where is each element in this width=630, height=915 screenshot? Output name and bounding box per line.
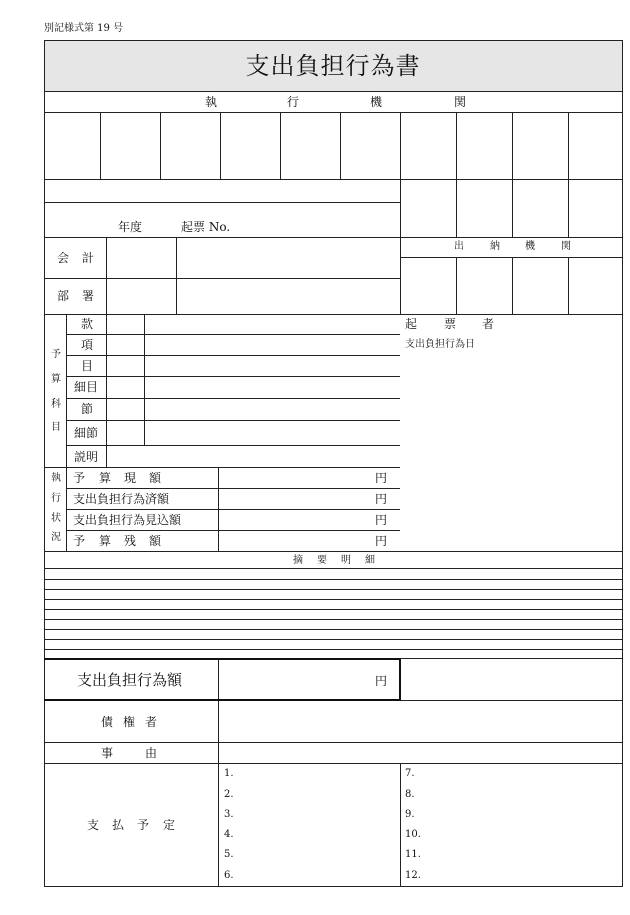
schedule-slot-number: 1. bbox=[224, 768, 234, 779]
execution-row-label-char: 予 bbox=[73, 534, 86, 548]
creditor-label-char: 債 bbox=[101, 715, 114, 729]
commitment-amount-label: 支出負担行為額 bbox=[77, 671, 183, 689]
schedule-slot-number: 11. bbox=[405, 849, 421, 860]
department-label-char: 署 bbox=[82, 289, 95, 303]
budget-item-label: 細目 bbox=[74, 380, 99, 394]
schedule-slot-number: 2. bbox=[224, 789, 234, 800]
summary-header-char: 摘 bbox=[293, 555, 303, 566]
cashier-header-char: 出 bbox=[454, 241, 464, 252]
execution-row-label-char: 算 bbox=[99, 471, 112, 485]
accounting-label-char: 計 bbox=[82, 251, 95, 265]
drafter-label-char: 起 bbox=[405, 317, 418, 331]
budget-group-char: 予 bbox=[51, 349, 61, 360]
execution-row-label-char: 残 bbox=[124, 534, 137, 548]
budget-item-label: 項 bbox=[81, 338, 94, 352]
execution-group-char: 状 bbox=[51, 513, 61, 524]
creditor-label-char: 者 bbox=[145, 715, 158, 729]
schedule-slot-number: 4. bbox=[224, 829, 234, 840]
agency-header-char: 執 bbox=[205, 95, 218, 109]
yen-unit: 円 bbox=[375, 492, 388, 506]
summary-header-char: 要 bbox=[317, 555, 327, 566]
budget-item-label: 目 bbox=[81, 359, 94, 373]
schedule-slot-number: 3. bbox=[224, 809, 234, 820]
execution-row-label-char: 額 bbox=[149, 471, 162, 485]
schedule-label-char: 支 bbox=[87, 818, 100, 832]
agency-header-char: 行 bbox=[287, 95, 300, 109]
reason-label-char: 事 bbox=[101, 746, 114, 760]
yen-unit: 円 bbox=[375, 534, 388, 548]
form-number: 別記様式第 19 号 bbox=[44, 23, 124, 34]
schedule-slot-number: 5. bbox=[224, 849, 234, 860]
commitment-date-label: 支出負担行為日 bbox=[405, 339, 475, 350]
execution-row-label-char: 現 bbox=[124, 471, 137, 485]
budget-item-label: 款 bbox=[81, 317, 94, 331]
execution-row-label: 支出負担行為見込額 bbox=[73, 513, 182, 527]
budget-group-char: 科 bbox=[51, 399, 61, 410]
budget-item-label: 節 bbox=[81, 402, 94, 416]
schedule-slot-number: 6. bbox=[224, 870, 234, 881]
yen-unit: 円 bbox=[375, 674, 388, 688]
execution-row-label-char: 算 bbox=[99, 534, 112, 548]
fiscal-year-label: 年度 bbox=[118, 220, 143, 234]
agency-header-char: 関 bbox=[454, 95, 467, 109]
cashier-header-char: 機 bbox=[525, 241, 535, 252]
department-label-char: 部 bbox=[57, 289, 70, 303]
budget-item-label: 説明 bbox=[74, 450, 99, 464]
execution-row-label-char: 額 bbox=[149, 534, 162, 548]
execution-row-label: 支出負担行為済額 bbox=[73, 492, 170, 506]
cashier-header-char: 納 bbox=[490, 241, 500, 252]
budget-group-char: 目 bbox=[51, 422, 61, 433]
slip-number-label: 起票 No. bbox=[181, 220, 231, 234]
schedule-slot-number: 7. bbox=[405, 768, 415, 779]
agency-header-char: 機 bbox=[370, 95, 383, 109]
execution-group-char: 行 bbox=[51, 493, 61, 504]
accounting-label-char: 会 bbox=[57, 251, 70, 265]
schedule-label-char: 払 bbox=[112, 818, 125, 832]
drafter-label-char: 票 bbox=[444, 317, 457, 331]
schedule-label-char: 定 bbox=[163, 818, 176, 832]
yen-unit: 円 bbox=[375, 513, 388, 527]
schedule-label-char: 予 bbox=[137, 818, 150, 832]
yen-unit: 円 bbox=[375, 471, 388, 485]
drafter-label-char: 者 bbox=[482, 317, 495, 331]
summary-header-char: 明 bbox=[341, 555, 351, 566]
budget-item-label: 細節 bbox=[74, 426, 99, 440]
schedule-slot-number: 8. bbox=[405, 789, 415, 800]
reason-label-char: 由 bbox=[145, 746, 158, 760]
summary-header-char: 細 bbox=[365, 555, 375, 566]
creditor-label-char: 権 bbox=[123, 715, 136, 729]
page-title: 支出負担行為書 bbox=[245, 51, 421, 80]
schedule-slot-number: 9. bbox=[405, 809, 415, 820]
cashier-header-char: 関 bbox=[561, 241, 571, 252]
schedule-slot-number: 12. bbox=[405, 870, 421, 881]
schedule-slot-number: 10. bbox=[405, 829, 421, 840]
execution-group-char: 執 bbox=[51, 473, 61, 484]
budget-group-char: 算 bbox=[51, 374, 61, 385]
execution-group-char: 況 bbox=[51, 532, 61, 543]
execution-row-label-char: 予 bbox=[73, 471, 86, 485]
